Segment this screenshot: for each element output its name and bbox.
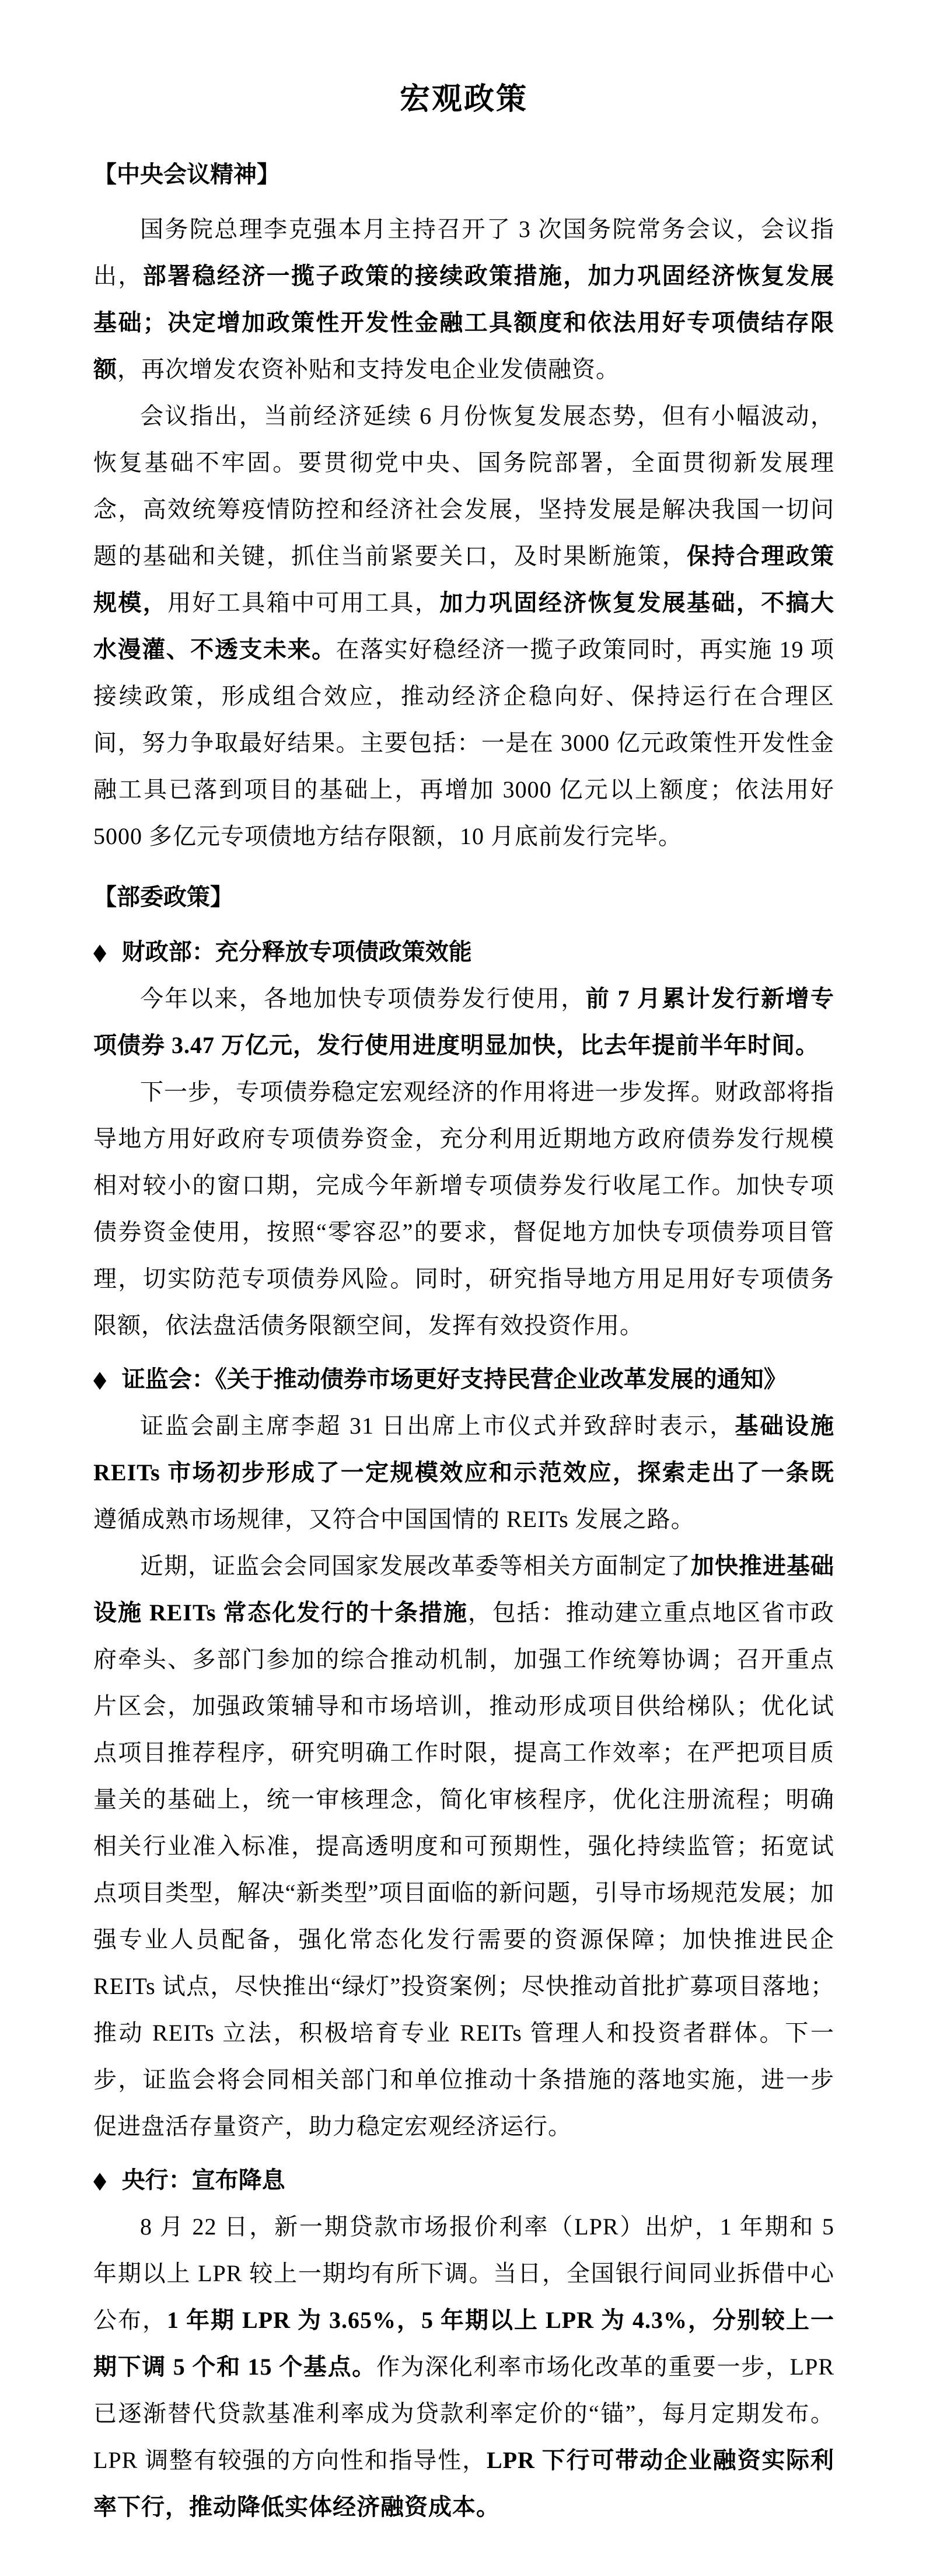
text-segment: 保持合理政策规模， xyxy=(93,543,835,616)
policy-heading xyxy=(93,929,834,975)
text-segment: ，再次增发农资补贴和支持发电企业发债融资。 xyxy=(117,356,620,382)
text-segment: 下一步，专项债券稳定宏观经济的作用将进一步发挥。财政部将指导地方用好政府专项债券资金，充分利用近期地方政府债券发行规模相对较小的窗口期，完成今年新增专项债券发行收尾工作。加快专项债券资金使用，按照“零容忍”的要求，督促地方加快专项债券项目管理，切实防范专项债券风险。同时，研究指导地方用足用好专项债务限额，依法盘活债务限额空间，发挥有效投资作用。 xyxy=(93,1079,834,1338)
text-segment: 用好工具箱中可用工具， xyxy=(167,590,440,616)
text-segment: 加快推进基础设施 REITs 常态化发行的十条措施 xyxy=(93,1553,835,1626)
section-header: 【部委政策】 xyxy=(93,884,233,910)
text-segment: 部署稳经济一揽子政策的接续政策措施，加力巩固经济恢复发展基础；决定增加政策性开发性金融工具额度和依法用好专项债结存限额 xyxy=(93,263,835,382)
text-segment: 证监会副主席李超 31 日出席上市仪式并致辞时表示， xyxy=(140,1413,735,1439)
paragraph xyxy=(93,975,834,1069)
document-body xyxy=(93,151,834,2530)
text-segment: 1 年期 LPR 为 3.65%，5 年期以上 LPR 为 4.3%，分别较上一期下调 5 个和 15 个基点。 xyxy=(93,2307,834,2380)
text-segment: 基础设施 REITs 市场初步形成了一定规模效应和示范效应，探索走出了一条既 xyxy=(93,1413,835,1486)
policy-heading-text: 央行：宣布降息 xyxy=(121,2167,285,2193)
policy-heading xyxy=(93,2157,834,2204)
text-segment: ，包括：推动建立重点地区省市政府牵头、多部门参加的综合推动机制，加强工作统筹协调；召开重点片区会，加强政策辅导和市场培训，推动形成项目供给梯队；优化试点项目推荐程序，研究明确工作时限，提高工作效率；在严把项目质量关的基础上，统一审核理念，简化审核程序，优化注册流程；明确相关行业准入标准，提高透明度和可预期性，强化持续监管；拓宽试点项目类型，解决“新类型”项目面临的新问题，引导市场规范发展；加强专业人员配备，强化常态化发行需要的资源保障；加快推进民企 REITs 试点，尽快推出“绿灯”投资案例；尽快推动首批扩募项目落地；推动 REITs 立法，积极培育专业 REITs 管理人和投资者群体。下一步，证监会将会同相关部门和单位推动十条措施的落地实施，进一步促进盘活存量资产，助力稳定宏观经济运行。 xyxy=(93,1599,834,2139)
diamond-bullet-icon: ◆ xyxy=(93,1366,107,1392)
text-segment: 加力巩固经济恢复发展基础，不搞大水漫灌、不透支未来。 xyxy=(93,590,835,663)
text-segment: 8 月 22 日，新一期贷款市场报价利率（LPR）出炉，1 年期和 5 年期以上 LPR 较上一期均有所下调。当日，全国银行间同业拆借中心公布， xyxy=(93,2214,834,2333)
paragraph xyxy=(93,1403,834,1543)
text-segment: 作为深化利率市场化改革的重要一步，LPR 已逐渐替代贷款基准利率成为贷款利率定价的“锚”，每月定期发布。LPR 调整有较强的方向性和指导性， xyxy=(93,2354,835,2473)
text-segment: 国务院总理李克强本月主持召开了 3 次国务院常务会议，会议指出， xyxy=(93,216,834,289)
text-segment: 会议指出，当前经济延续 6 月份恢复发展态势，但有小幅波动，恢复基础不牢固。要贯彻党中央、国务院部署，全面贯彻新发展理念，高效统筹疫情防控和经济社会发展，坚持发展是解决我国一切问题的基础和关键，抓住当前紧要关口，及时果断施策， xyxy=(93,403,834,569)
policy-heading-text: 财政部：充分释放专项债政策效能 xyxy=(121,939,472,965)
section-header: 【中央会议精神】 xyxy=(93,161,280,187)
policy-heading-text: 证监会：《关于推动债券市场更好支持民营企业改革发展的通知》 xyxy=(121,1366,787,1392)
text-segment: 今年以来，各地加快专项债券发行使用， xyxy=(140,985,586,1012)
diamond-bullet-icon: ◆ xyxy=(93,939,107,965)
text-segment: 前 7 月累计发行新增专项债券 3.47 万亿元，发行使用进度明显加快，比去年提前半年时间。 xyxy=(93,985,835,1058)
document-title: 宏观政策 xyxy=(399,83,528,116)
text-segment: LPR 下行可带动企业融资实际利率下行，推动降低实体经济融资成本。 xyxy=(93,2447,834,2520)
paragraph xyxy=(93,393,834,860)
paragraph xyxy=(93,206,834,393)
diamond-bullet-icon: ◆ xyxy=(93,2167,107,2193)
policy-heading xyxy=(93,1356,834,1403)
text-segment: 近期，证监会会同国家发展改革委等相关方面制定了 xyxy=(140,1553,691,1579)
paragraph xyxy=(93,2204,834,2530)
text-segment: 遵循成熟市场规律，又符合中国国情的 REITs 发展之路。 xyxy=(93,1506,695,1532)
paragraph xyxy=(93,1069,834,1349)
paragraph xyxy=(93,1543,834,2150)
text-segment: 在落实好稳经济一揽子政策同时，再实施 19 项接续政策，形成组合效应，推动经济企稳向好、保持运行在合理区间，努力争取最好结果。主要包括：一是在 3000 亿元政策性开发性金融工具已落到项目的基础上，再增加 3000 亿元以上额度；依法用好 5000 多亿元专项债地方结存限额，10 月底前发行完毕。 xyxy=(93,636,835,849)
